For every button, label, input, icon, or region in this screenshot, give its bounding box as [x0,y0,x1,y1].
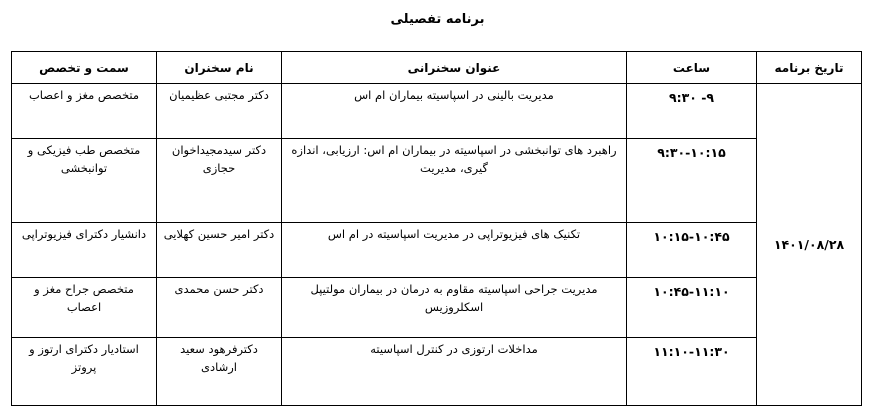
topic-cell: تکنیک های فیزیوتراپی در مدیریت اسپاسیته در ام اس [282,223,627,278]
role-cell: دانشیار دکترای فیزیوتراپی [12,223,157,278]
table-row [12,84,862,139]
time-cell: ۹- ۹:۳۰ [627,84,757,139]
page-title: برنامه تفصیلی [390,12,485,27]
speaker-cell: دکترفرهود سعید ارشادی [157,338,282,406]
table-row [12,223,862,278]
role-cell: متخصص جراح مغز و اعصاب [12,278,157,338]
speaker-cell: دکتر سیدمجیداخوان حجازی [157,139,282,223]
date-cell: ۱۴۰۱/۰۸/۲۸ [757,84,862,406]
role-cell: متخصص طب فیزیکی و توانبخشی [12,139,157,223]
header-time: ساعت [627,52,757,84]
time-cell: ۱۰:۱۵-۱۰:۴۵ [627,223,757,278]
topic-cell: مداخلات ارتوزی در کنترل اسپاسیته [282,338,627,406]
header-topic: عنوان سخنرانی [282,52,627,84]
speaker-cell: دکتر حسن محمدی [157,278,282,338]
table-row [12,139,862,223]
time-cell: ۱۱:۱۰-۱۱:۳۰ [627,338,757,406]
role-cell: استادیار دکترای ارتوز و پروتز [12,338,157,406]
topic-cell: مدیریت بالینی در اسپاسیته بیماران ام اس [282,84,627,139]
time-cell: ۹:۳۰-۱۰:۱۵ [627,139,757,223]
header-date: تاریخ برنامه [757,52,862,84]
header-speaker: نام سخنران [157,52,282,84]
speaker-cell: دکتر امیر حسین کهلایی [157,223,282,278]
header-role: سمت و تخصص [12,52,157,84]
topic-cell: مدیریت جراحی اسپاسیته مقاوم به درمان در بیماران مولتیپل اسکلروزیس [282,278,627,338]
table-row [12,278,862,338]
speaker-cell: دکتر مجتبی عظیمیان [157,84,282,139]
time-cell: ۱۰:۴۵-۱۱:۱۰ [627,278,757,338]
schedule-table [11,51,862,406]
table-row [12,338,862,406]
role-cell: متخصص مغز و اعصاب [12,84,157,139]
topic-cell: راهبرد های توانبخشی در اسپاسیته در بیماران ام اس: ارزیابی، اندازه گیری، مدیریت [282,139,627,223]
header-row [12,52,862,84]
